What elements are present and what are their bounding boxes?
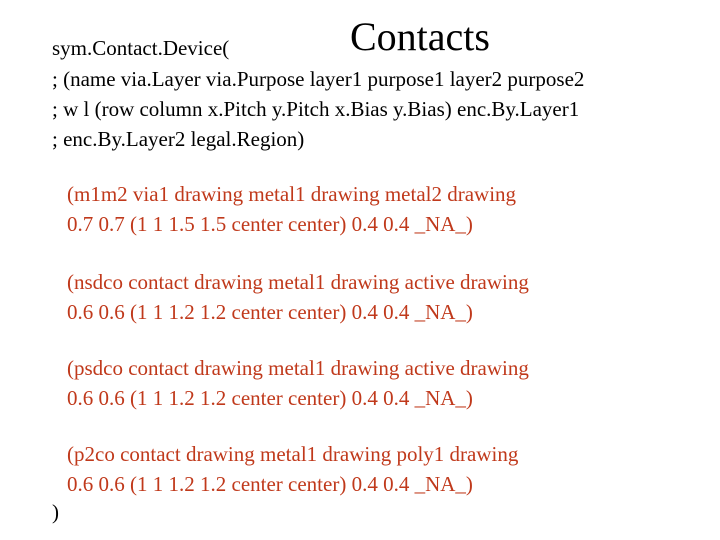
header-line-3: ; w l (row column x.Pitch y.Pitch x.Bias y.Bias) enc.By.Layer1 bbox=[52, 97, 580, 121]
entry-line: (m1m2 via1 drawing metal1 drawing metal2 drawing bbox=[67, 182, 517, 206]
entry-line: (nsdco contact drawing metal1 drawing active drawing bbox=[67, 270, 529, 294]
entry-line: 0.6 0.6 (1 1 1.2 1.2 center center) 0.4 0.4 _NA_) bbox=[67, 472, 473, 496]
entry-line: 0.6 0.6 (1 1 1.2 1.2 center center) 0.4 0.4 _NA_) bbox=[67, 386, 473, 410]
entry-line: (p2co contact drawing metal1 drawing poly1 drawing bbox=[67, 442, 519, 466]
header-line-1: sym.Contact.Device( bbox=[52, 36, 230, 60]
header-line-2: ; (name via.Layer via.Purpose layer1 purpose1 layer2 purpose2 bbox=[52, 67, 585, 91]
entry-line: 0.7 0.7 (1 1 1.5 1.5 center center) 0.4 0.4 _NA_) bbox=[67, 212, 473, 236]
entry-line: 0.6 0.6 (1 1 1.2 1.2 center center) 0.4 0.4 _NA_) bbox=[67, 300, 473, 324]
header-line-4: ; enc.By.Layer2 legal.Region) bbox=[52, 127, 305, 151]
entry-line: (psdco contact drawing metal1 drawing active drawing bbox=[67, 356, 529, 380]
closing-paren: ) bbox=[52, 500, 59, 524]
slide-title: Contacts bbox=[350, 14, 490, 59]
